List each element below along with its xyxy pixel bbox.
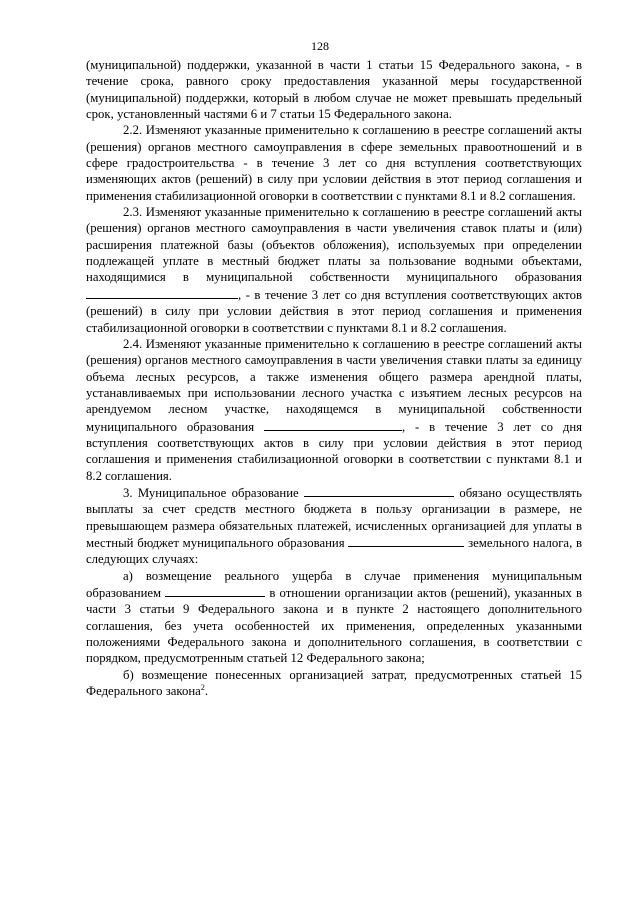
paragraph-3-a-text: а) возмещение реального ущерба в случае применения муниципальным образованием	[86, 568, 582, 600]
paragraph-2-3	[86, 204, 582, 336]
blank-field	[86, 286, 238, 299]
paragraph-continuation: (муниципальной) поддержки, указанной в части 1 статьи 15 Федерального закона, - в течение срока, равного сроку предоставления указанной меры государственной (муниципальной) поддержки, который в любом случае не может превышать предельный срок, установленный частями 6 и 7 статьи 15 Федерального закона.	[86, 58, 582, 122]
blank-field	[348, 534, 464, 547]
paragraph-3-text-2: обязано осуществлять выплаты за счет средств местного бюджета в пользу организации в размере, не превышающем размера обязательных платежей, исчисленных организацией для уплаты в местный бюджет муниципального образования	[86, 485, 582, 550]
paragraph-2-4	[86, 336, 582, 484]
paragraph-3	[86, 484, 582, 568]
footnote-mark: 2	[200, 682, 205, 692]
paragraph-3-text: 3. Муниципальное образование	[123, 485, 299, 500]
paragraph-3-text-3: земельного налога, в следующих случаях:	[86, 535, 583, 567]
blank-field	[304, 484, 454, 497]
page-number: 128	[311, 39, 329, 53]
paragraph-3-a	[86, 568, 582, 667]
paragraph-2-4-tail: , - в течение 3 лет со дня вступления соответствующих актов в силу при условии действия в этот период соглашения и применения стабилизационной оговорки в соответствии с пунктами 8.1 и 8.2 соглашения.	[86, 419, 583, 483]
blank-field	[264, 418, 402, 431]
paragraph-3-b	[86, 667, 582, 700]
paragraph-2-3-text: 2.3. Изменяют указанные применительно к соглашению в реестре соглашений акты (решения) органов местного самоуправления в части увеличения ставок платы и (или) расширения платежной базы (объектов обложения), используемых при определении подлежащей уплате в местный бюджет платы за пользование водными объектами, находящимися в муниципальной собственности муниципального образования	[86, 205, 582, 285]
paragraph-2-4-text: 2.4. Изменяют указанные применительно к соглашению в реестре соглашений акты (решения) органов местного самоуправления в части увеличения ставки платы за единицу объема лесных ресурсов, а также изменения общего размера арендной платы, устанавливаемых при использовании лесного участка с изъятием лесных ресурсов на арендуемом лесном участке, находящемся в муниципальной собственности муниципального образования	[86, 336, 582, 434]
blank-field	[165, 584, 265, 597]
paragraph-3-a-text-2: в отношении организации актов (решений), указанных в части 3 статьи 9 Федерального закона и в пункте 2 настоящего дополнительного соглашения, без учета особенностей их применения, определенных указанными положениями Федерального закона и дополнительного соглашения, в соответствии с порядком, предусмотренным статьей 12 Федерального закона;	[86, 586, 582, 666]
document-body	[86, 57, 582, 699]
paragraph-3-b-text: б) возмещение понесенных организацией затрат, предусмотренных статьей 15 Федерального закона	[86, 667, 582, 699]
paragraph-2-3-tail: , - в течение 3 лет со дня вступления соответствующих актов (решений) в силу при условии действия в этот период соглашения и применения стабилизационной оговорки в соответствии с пунктами 8.1 и 8.2 соглашения.	[86, 287, 582, 335]
paragraph-2-2: 2.2. Изменяют указанные применительно к соглашению в реестре соглашений акты (решения) органов местного самоуправления в сфере земельных правоотношений и в сфере градостроительства - в течение 3 лет со дня вступления соответствующих изменяющих актов (решений) в силу при условии действия в этот период соглашения и применения стабилизационной оговорки в соответствии с пунктами 8.1 и 8.2 соглашения.	[86, 123, 582, 203]
paragraph-3-b-tail: .	[204, 684, 208, 699]
